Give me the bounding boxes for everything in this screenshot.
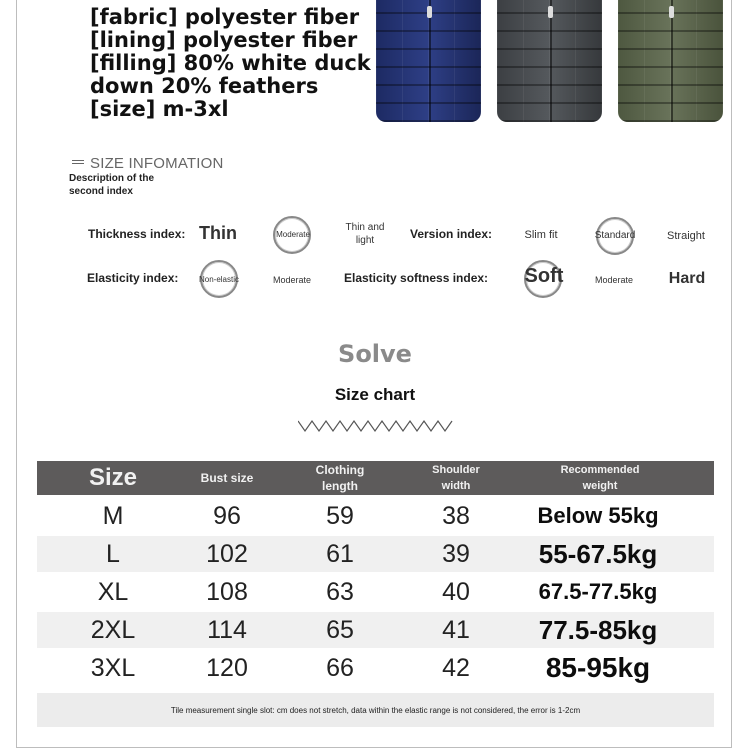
softness-option-hard: Hard — [668, 270, 706, 287]
elasticity-index-label: Elasticity index: — [87, 271, 179, 285]
size-information-heading — [72, 155, 224, 172]
table-row — [37, 574, 714, 610]
version-option-straight: Straight — [667, 230, 705, 242]
cell-weight: 67.5-77.5kg — [538, 579, 658, 604]
softness-option-soft: Soft — [524, 265, 564, 287]
cell-size: 2XL — [90, 615, 136, 644]
thickness-index-label: Thickness index: — [88, 227, 186, 241]
heading-mark-icon — [72, 160, 84, 164]
version-option-standard: Standard — [594, 230, 636, 241]
header-size: Size — [88, 464, 138, 491]
cell-length: 59 — [326, 501, 354, 530]
green-vest-image — [618, 0, 723, 122]
softness-option-moderate: Moderate — [594, 275, 634, 285]
cell-shoulder: 41 — [442, 615, 470, 644]
cell-length: 66 — [326, 653, 354, 682]
cell-size: L — [106, 539, 120, 568]
size-chart-title: Size chart — [334, 385, 416, 404]
measurement-note — [37, 693, 714, 727]
info-description: Description of the second index — [69, 173, 155, 197]
cell-length: 61 — [326, 539, 354, 568]
cell-bust: 108 — [206, 577, 248, 606]
cell-weight: Below 55kg — [537, 503, 659, 528]
table-row — [37, 650, 714, 686]
spec-line-filling: [filling] 80% white duck — [90, 51, 371, 75]
spec-line-size: [size] m-3xl — [90, 97, 229, 121]
size-table-header — [37, 461, 714, 495]
elasticity-option-moderate: Moderate — [272, 275, 312, 285]
zigzag-divider-icon — [298, 418, 454, 436]
cell-weight: 55-67.5kg — [538, 538, 658, 569]
size-information-title: SIZE INFOMATION — [90, 155, 224, 172]
cell-size: M — [102, 501, 124, 530]
header-weight: Recommended weight — [560, 464, 640, 492]
thickness-option-thin-light: Thin and light — [345, 222, 385, 246]
navy-vest-image — [376, 0, 481, 122]
measurement-note-text: Tile measurement single slot: cm does not stretch, data within the elastic range is not considered, the error is 1-2cm — [170, 705, 581, 715]
cell-shoulder: 38 — [442, 501, 470, 530]
grey-vest-image — [497, 0, 602, 122]
spec-line-filling-cont: down 20% feathers — [90, 74, 319, 98]
cell-size: XL — [97, 577, 129, 606]
table-row — [37, 498, 714, 534]
cell-bust: 102 — [206, 539, 248, 568]
cell-size: 3XL — [90, 653, 136, 682]
version-index-label: Version index: — [410, 227, 493, 241]
fabric-spec — [90, 6, 370, 121]
cell-bust: 120 — [206, 653, 248, 682]
thickness-option-moderate: Moderate — [276, 230, 310, 239]
version-option-slim: Slim fit — [524, 229, 558, 241]
spec-line-lining: [lining] polyester fiber — [90, 28, 358, 52]
elasticity-option-non-elastic: Non-elastic — [198, 275, 240, 284]
cell-weight: 77.5-85kg — [538, 614, 658, 645]
header-length: Clothing length — [315, 463, 365, 493]
cell-length: 65 — [326, 615, 354, 644]
cell-shoulder: 40 — [442, 577, 470, 606]
cell-bust: 96 — [213, 501, 241, 530]
thickness-option-thin: Thin — [199, 223, 237, 243]
softness-index-label: Elasticity softness index: — [344, 271, 489, 285]
cell-shoulder: 39 — [442, 539, 470, 568]
table-row — [37, 536, 714, 572]
cell-length: 63 — [326, 577, 354, 606]
spec-line-fabric: [fabric] polyester fiber — [90, 5, 360, 29]
header-shoulder: Shoulder width — [432, 464, 480, 492]
cell-weight: 85-95kg — [545, 652, 651, 683]
cell-shoulder: 42 — [442, 653, 470, 682]
table-row — [37, 612, 714, 648]
solve-heading: Solve — [338, 340, 412, 368]
cell-bust: 114 — [207, 615, 247, 644]
header-bust: Bust size — [200, 471, 254, 485]
